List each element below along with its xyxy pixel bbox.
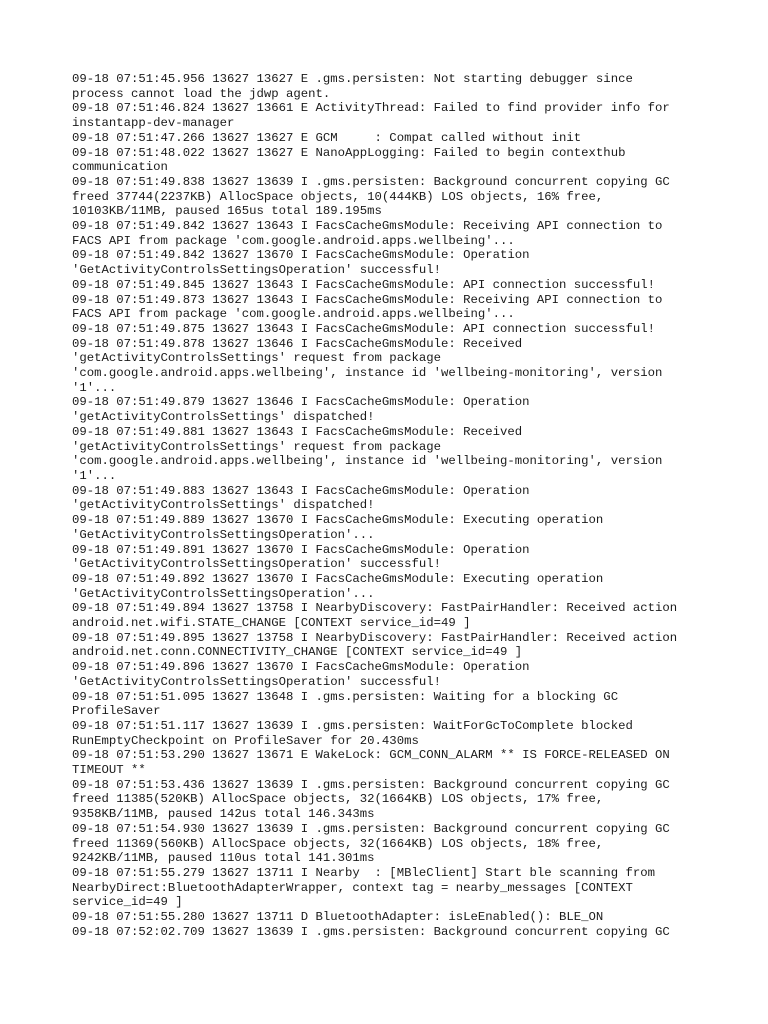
log-line: 'com.google.android.apps.wellbeing', instance id 'wellbeing-monitoring', version	[72, 454, 663, 469]
log-line: 09-18 07:51:49.895 13627 13758 I NearbyDiscovery: FastPairHandler: Received action	[72, 630, 678, 645]
log-line: 09-18 07:51:49.838 13627 13639 I .gms.persisten: Background concurrent copying GC	[72, 174, 670, 189]
log-line: 09-18 07:51:53.436 13627 13639 I .gms.persisten: Background concurrent copying GC	[72, 777, 670, 792]
log-line: android.net.conn.CONNECTIVITY_CHANGE [CONTEXT service_id=49 ]	[72, 645, 523, 660]
log-line: communication	[72, 160, 168, 175]
log-line: 'GetActivityControlsSettingsOperation'...	[72, 586, 375, 601]
log-line: 9242KB/11MB, paused 110us total 141.301ms	[72, 851, 375, 866]
log-line: 09-18 07:51:45.956 13627 13627 E .gms.persisten: Not starting debugger since	[72, 72, 633, 86]
log-line: 'GetActivityControlsSettingsOperation'...	[72, 527, 375, 542]
log-line: '1'...	[72, 468, 117, 483]
log-line: 09-18 07:51:49.875 13627 13643 I FacsCacheGmsModule: API connection successful!	[72, 321, 655, 336]
log-line: 'GetActivityControlsSettingsOperation' successful!	[72, 674, 441, 689]
log-line: 'getActivityControlsSettings' dispatched!	[72, 498, 375, 513]
log-line: 09-18 07:51:46.824 13627 13661 E ActivityThread: Failed to find provider info for	[72, 101, 670, 116]
log-line: 09-18 07:51:49.894 13627 13758 I NearbyDiscovery: FastPairHandler: Received action	[72, 601, 678, 616]
log-line: 'GetActivityControlsSettingsOperation' successful!	[72, 263, 441, 278]
log-line: 09-18 07:51:49.896 13627 13670 I FacsCacheGmsModule: Operation	[72, 660, 530, 675]
log-line: freed 37744(2237KB) AllocSpace objects, 10(444KB) LOS objects, 16% free,	[72, 189, 604, 204]
log-line: instantapp-dev-manager	[72, 116, 235, 131]
log-line: FACS API from package 'com.google.android.apps.wellbeing'...	[72, 233, 515, 248]
log-line: 09-18 07:52:02.709 13627 13639 I .gms.persisten: Background concurrent copying GC	[72, 924, 670, 939]
log-line: 09-18 07:51:55.280 13627 13711 D BluetoothAdapter: isLeEnabled(): BLE_ON	[72, 910, 604, 925]
log-line: 'getActivityControlsSettings' request from package	[72, 439, 441, 454]
log-line: 09-18 07:51:47.266 13627 13627 E GCM : Compat called without init	[72, 130, 582, 145]
log-line: 09-18 07:51:49.889 13627 13670 I FacsCacheGmsModule: Executing operation	[72, 513, 604, 528]
log-line: ProfileSaver	[72, 704, 161, 719]
log-line: 9358KB/11MB, paused 142us total 146.343ms	[72, 807, 375, 822]
log-line: 09-18 07:51:49.881 13627 13643 I FacsCacheGmsModule: Received	[72, 424, 523, 439]
log-line: 09-18 07:51:53.290 13627 13671 E WakeLock: GCM_CONN_ALARM ** IS FORCE-RELEASED ON	[72, 748, 670, 763]
log-line: 09-18 07:51:49.891 13627 13670 I FacsCacheGmsModule: Operation	[72, 542, 530, 557]
log-line: 09-18 07:51:49.873 13627 13643 I FacsCacheGmsModule: Receiving API connection to	[72, 292, 663, 307]
log-line: 09-18 07:51:51.095 13627 13648 I .gms.persisten: Waiting for a blocking GC	[72, 689, 619, 704]
log-line: 09-18 07:51:49.879 13627 13646 I FacsCacheGmsModule: Operation	[72, 395, 530, 410]
log-line: 10103KB/11MB, paused 165us total 189.195ms	[72, 204, 382, 219]
log-line: 09-18 07:51:55.279 13627 13711 I Nearby : [MBleClient] Start ble scanning from	[72, 865, 655, 880]
log-line: TIMEOUT **	[72, 763, 146, 778]
log-line: 09-18 07:51:49.842 13627 13670 I FacsCacheGmsModule: Operation	[72, 248, 530, 263]
log-line: FACS API from package 'com.google.android.apps.wellbeing'...	[72, 307, 515, 322]
log-line: freed 11385(520KB) AllocSpace objects, 32(1664KB) LOS objects, 17% free,	[72, 792, 604, 807]
log-line: 'getActivityControlsSettings' request from package	[72, 351, 441, 366]
log-line: 09-18 07:51:49.878 13627 13646 I FacsCacheGmsModule: Received	[72, 336, 523, 351]
log-line: 'GetActivityControlsSettingsOperation' successful!	[72, 557, 441, 572]
log-line: 09-18 07:51:48.022 13627 13627 E NanoAppLogging: Failed to begin contexthub	[72, 145, 626, 160]
log-line: service_id=49 ]	[72, 895, 183, 910]
log-line: '1'...	[72, 380, 117, 395]
log-line: 09-18 07:51:51.117 13627 13639 I .gms.persisten: WaitForGcToComplete blocked	[72, 718, 633, 733]
log-line: 'com.google.android.apps.wellbeing', instance id 'wellbeing-monitoring', version	[72, 366, 663, 381]
log-line: 09-18 07:51:54.930 13627 13639 I .gms.persisten: Background concurrent copying GC	[72, 821, 670, 836]
log-line: 09-18 07:51:49.842 13627 13643 I FacsCacheGmsModule: Receiving API connection to	[72, 219, 663, 234]
log-line: process cannot load the jdwp agent.	[72, 86, 331, 101]
log-document	[72, 72, 712, 939]
log-line: android.net.wifi.STATE_CHANGE [CONTEXT service_id=49 ]	[72, 616, 471, 631]
log-line: 09-18 07:51:49.845 13627 13643 I FacsCacheGmsModule: API connection successful!	[72, 277, 655, 292]
log-line: 09-18 07:51:49.892 13627 13670 I FacsCacheGmsModule: Executing operation	[72, 571, 604, 586]
log-line: RunEmptyCheckpoint on ProfileSaver for 20.430ms	[72, 733, 419, 748]
log-line: 09-18 07:51:49.883 13627 13643 I FacsCacheGmsModule: Operation	[72, 483, 530, 498]
log-line: 'getActivityControlsSettings' dispatched!	[72, 410, 375, 425]
log-line: freed 11369(560KB) AllocSpace objects, 32(1664KB) LOS objects, 18% free,	[72, 836, 604, 851]
log-line: NearbyDirect:BluetoothAdapterWrapper, context tag = nearby_messages [CONTEXT	[72, 880, 633, 895]
